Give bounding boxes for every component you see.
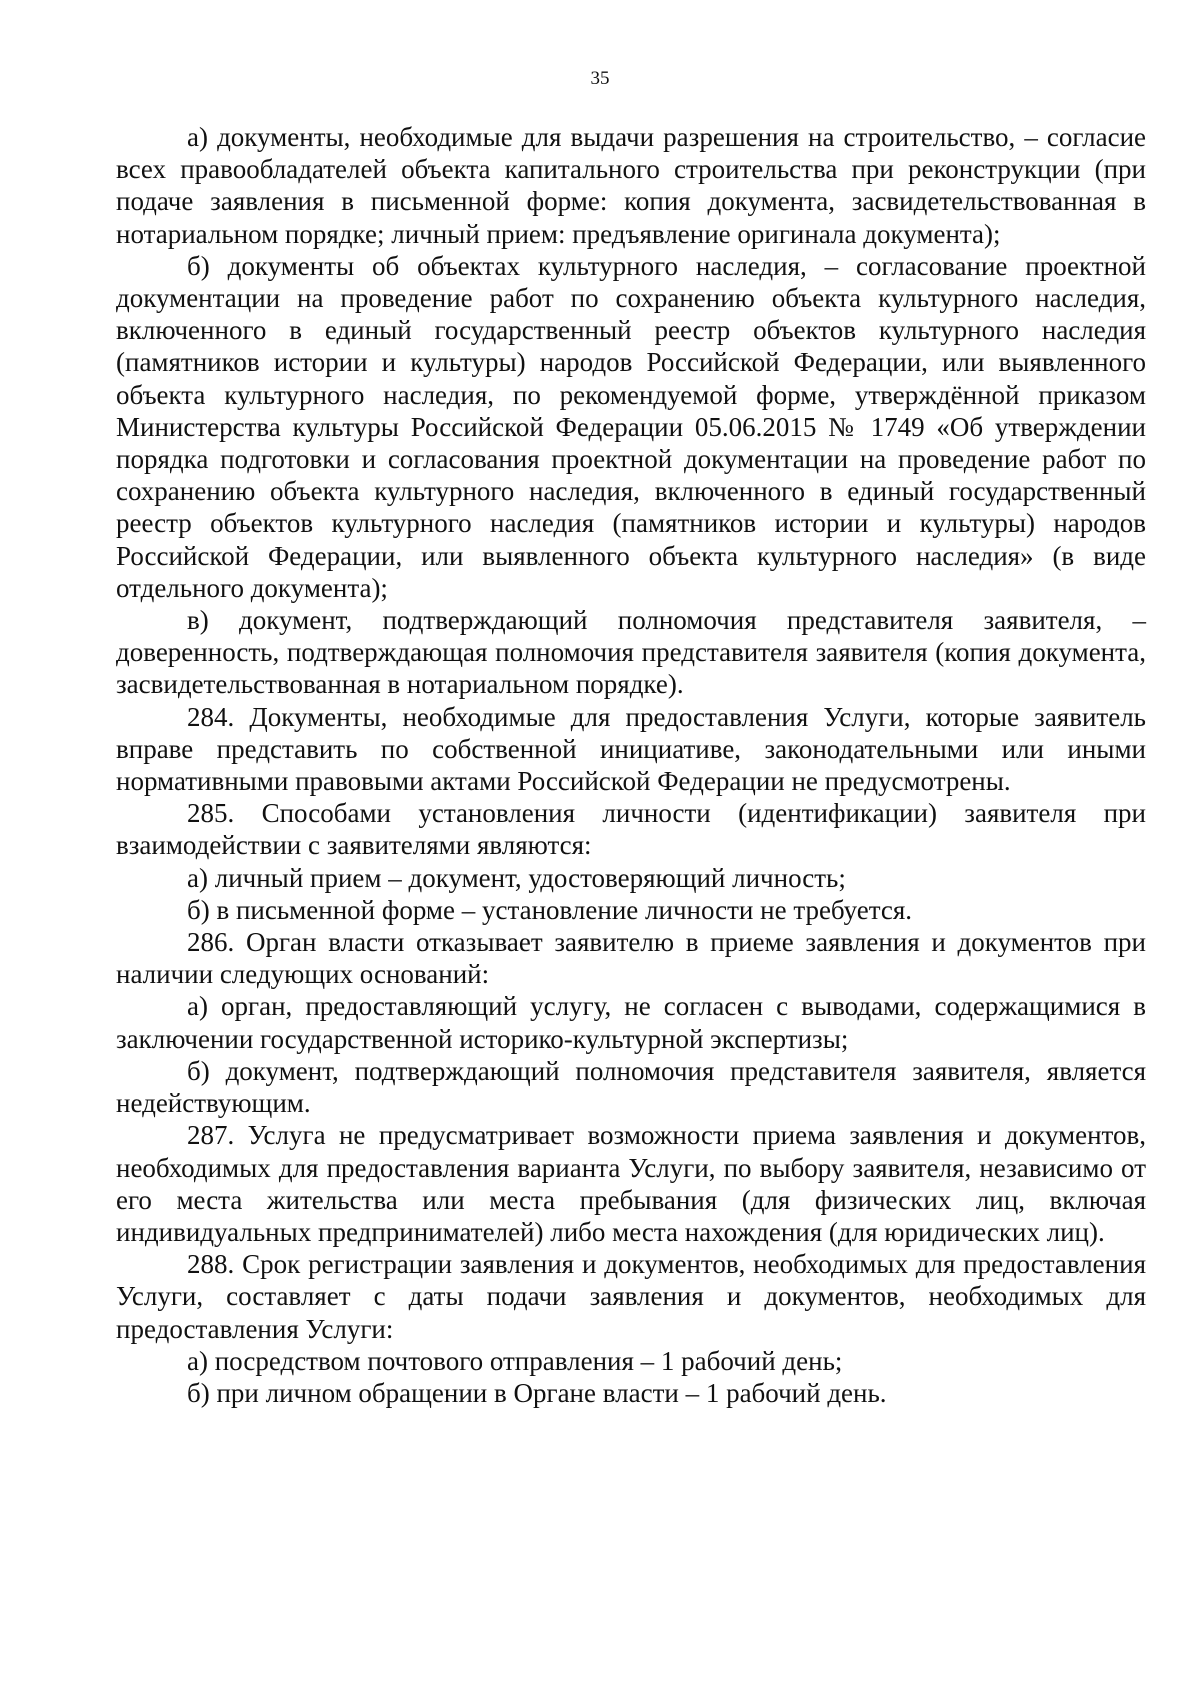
page-number: 35 xyxy=(590,68,610,89)
paragraph-288: 288. Срок регистрации заявления и документов, необходимых для предоставления Услуги, составляет с даты подачи заявления и документов, необходимых для предоставления Услуги: xyxy=(116,1249,1146,1344)
paragraph-283b: б) документы об объектах культурного наследия, – согласование проектной документации на проведение работ по сохранению объекта культурного наследия, включенного в единый государственный реестр объектов культурного наследия (памятников истории и культуры) народов Российской Федерации, или выявленного объекта культурного наследия, по рекомендуемой форме, утверждённой приказом Министерства культуры Российской Федерации 05.06.2015 № 1749 «Об утверждении порядка подготовки и согласования проектной документации на проведение работ по сохранению объекта культурного наследия, включенного в единый государственный реестр объектов культурного наследия (памятников истории и культуры) народов Российской Федерации, или выявленного объекта культурного наследия» (в виде отдельного документа); xyxy=(116,250,1146,603)
paragraph-286: 286. Орган власти отказывает заявителю в приеме заявления и документов при наличии следующих оснований: xyxy=(116,927,1146,990)
paragraph-288b: б) при личном обращении в Органе власти – 1 рабочий день. xyxy=(187,1377,887,1408)
paragraph-287: 287. Услуга не предусматривает возможности приема заявления и документов, необходимых для предоставления варианта Услуги, по выбору заявителя, независимо от его места жительства или места пребывания (для физических лиц, включая индивидуальных предпринимателей) либо места нахождения (для юридических лиц). xyxy=(116,1120,1146,1247)
paragraph-283c: в) документ, подтверждающий полномочия представителя заявителя, – доверенность, подтверждающая полномочия представителя заявителя (копия документа, засвидетельствованная в нотариальном порядке). xyxy=(116,605,1146,700)
paragraph-285a: а) личный прием – документ, удостоверяющий личность; xyxy=(187,862,846,893)
paragraph-286b: б) документ, подтверждающий полномочия представителя заявителя, является недействующим. xyxy=(116,1055,1146,1119)
paragraph-288a: а) посредством почтового отправления – 1 рабочий день; xyxy=(187,1345,843,1376)
paragraph-286a: а) орган, предоставляющий услугу, не согласен с выводами, содержащимися в заключении государственной историко-культурной экспертизы; xyxy=(116,991,1146,1054)
document-body xyxy=(116,121,1146,1409)
paragraph-284: 284. Документы, необходимые для предоставления Услуги, которые заявитель вправе представить по собственной инициативе, законодательными или иными нормативными правовыми актами Российской Федерации не предусмотрены. xyxy=(116,701,1146,797)
paragraph-285: 285. Способами установления личности (идентификации) заявителя при взаимодействии с заявителями являются: xyxy=(116,798,1146,861)
paragraph-285b: б) в письменной форме – установление личности не требуется. xyxy=(187,894,913,925)
paragraph-283a: а) документы, необходимые для выдачи разрешения на строительство, – согласие всех правообладателей объекта капитального строительства при реконструкции (при подаче заявления в письменной форме: копия документа, засвидетельствованная в нотариальном порядке; личный прием: предъявление оригинала документа); xyxy=(116,122,1146,249)
